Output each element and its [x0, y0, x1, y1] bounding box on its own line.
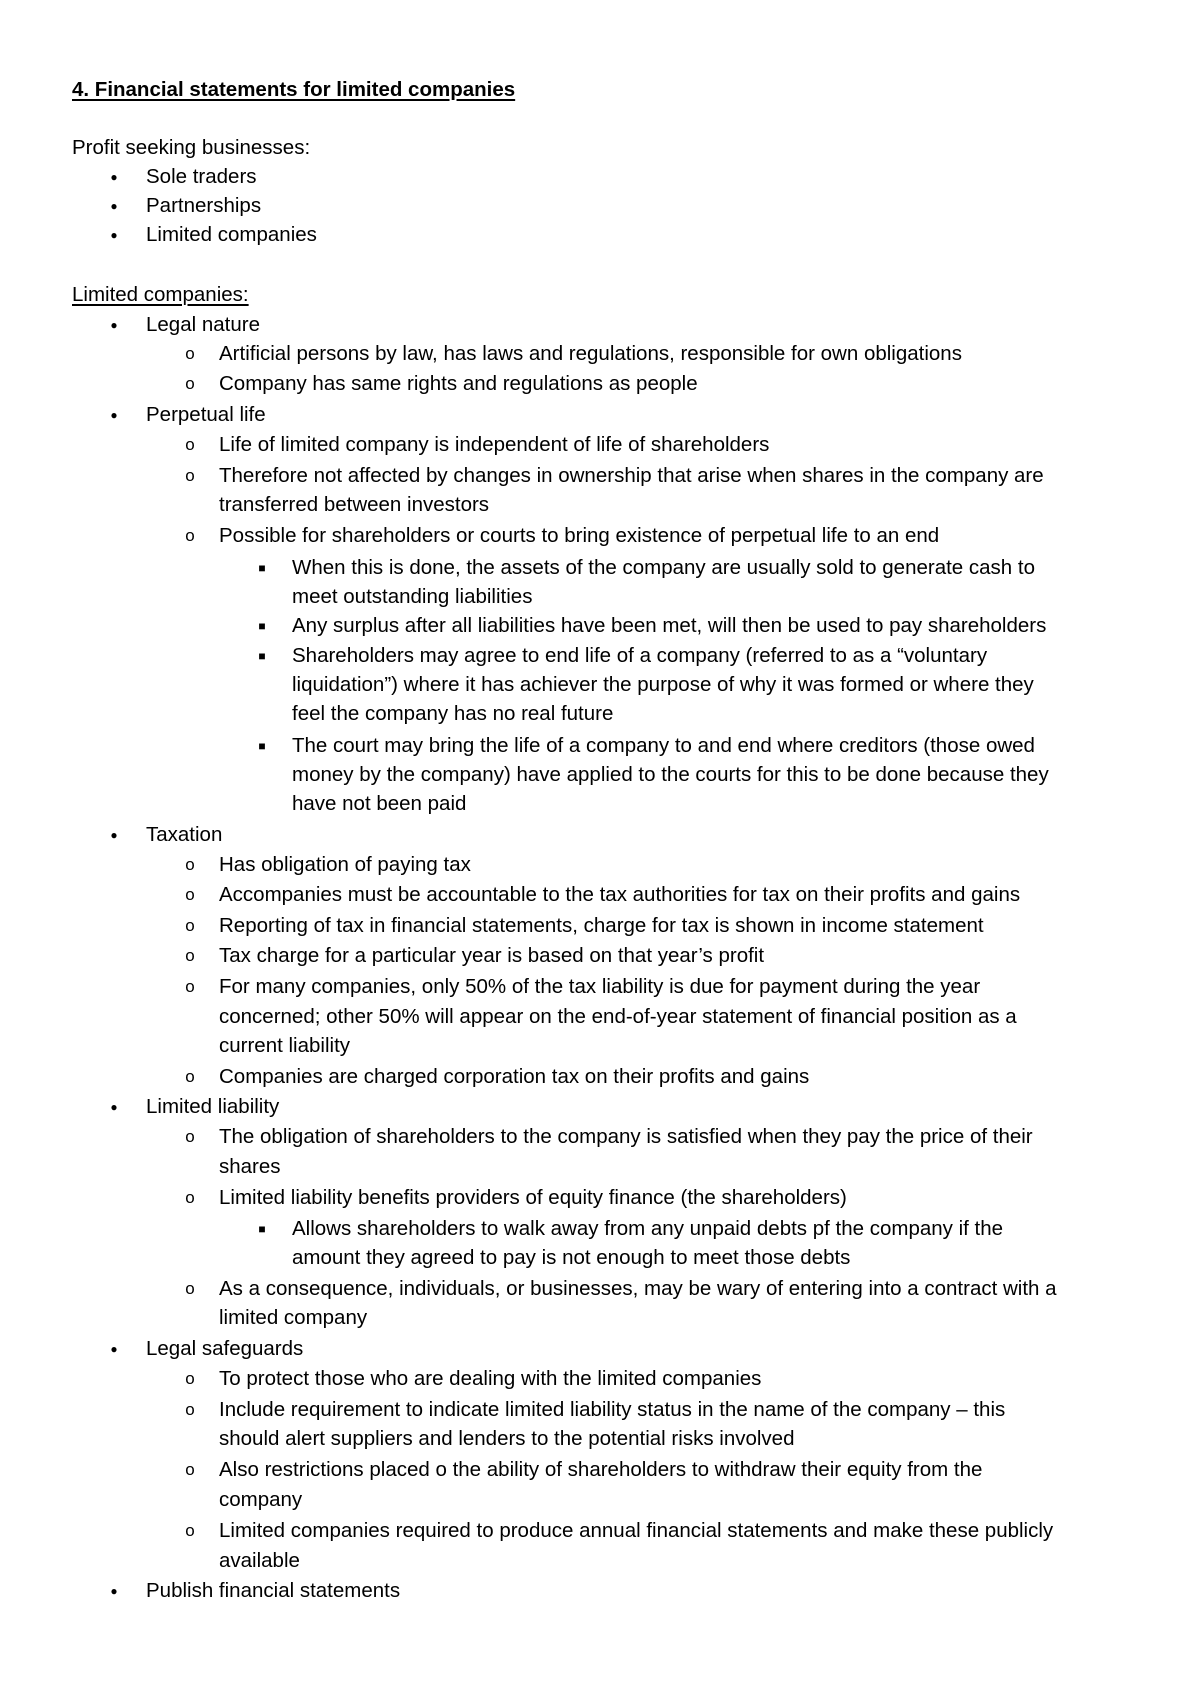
- list-item-limited-liability: Limited liability: [146, 1095, 280, 1118]
- list-item: Sole traders: [146, 165, 257, 188]
- sub-bullet-marker: o: [185, 466, 195, 485]
- page-title: 4. Financial statements for limited companies: [72, 78, 516, 101]
- bullet-marker: ●: [110, 318, 118, 332]
- sub-list-item: Therefore not affected by changes in ownership that arise when shares in the company are: [219, 464, 1044, 487]
- sub-sub-bullet-marker: ■: [258, 1222, 266, 1236]
- sub-list-item-continued: current liability: [219, 1034, 351, 1057]
- sub-bullet-marker: o: [185, 1188, 195, 1207]
- sub-list-item: Company has same rights and regulations as people: [219, 372, 698, 395]
- bullet-marker: ●: [110, 1342, 118, 1356]
- sub-list-item-continued: should alert suppliers and lenders to the potential risks involved: [219, 1427, 795, 1450]
- list-item-publish: Publish financial statements: [146, 1579, 401, 1602]
- sub-sub-list-item-continued: money by the company) have applied to the courts for this to be done because they: [292, 763, 1049, 786]
- sub-list-item: Also restrictions placed o the ability of shareholders to withdraw their equity from the: [219, 1458, 983, 1481]
- sub-sub-bullet-marker: ■: [258, 649, 266, 663]
- sub-list-item: Life of limited company is independent of life of shareholders: [219, 433, 770, 456]
- sub-sub-list-item-continued: meet outstanding liabilities: [292, 585, 533, 608]
- sub-bullet-marker: o: [185, 1460, 195, 1479]
- list-item-taxation: Taxation: [146, 823, 223, 846]
- bullet-marker: ●: [110, 1584, 118, 1598]
- sub-list-item: Limited companies required to produce annual financial statements and make these publicly: [219, 1519, 1054, 1542]
- sub-list-item: Limited liability benefits providers of equity finance (the shareholders): [219, 1186, 847, 1209]
- sub-list-item: Possible for shareholders or courts to bring existence of perpetual life to an end: [219, 524, 940, 547]
- sub-sub-list-item-continued: have not been paid: [292, 792, 467, 815]
- sub-bullet-marker: o: [185, 1400, 195, 1419]
- sub-bullet-marker: o: [185, 374, 195, 393]
- sub-list-item: Companies are charged corporation tax on their profits and gains: [219, 1065, 810, 1088]
- sub-bullet-marker: o: [185, 885, 195, 904]
- sub-sub-bullet-marker: ■: [258, 561, 266, 575]
- sub-bullet-marker: o: [185, 977, 195, 996]
- sub-list-item-continued: shares: [219, 1155, 281, 1178]
- bullet-marker: ●: [110, 408, 118, 422]
- sub-bullet-marker: o: [185, 1127, 195, 1146]
- bullet-marker: ●: [110, 199, 118, 213]
- sub-bullet-marker: o: [185, 1369, 195, 1388]
- sub-bullet-marker: o: [185, 855, 195, 874]
- sub-sub-list-item-continued: feel the company has no real future: [292, 702, 614, 725]
- sub-bullet-marker: o: [185, 344, 195, 363]
- sub-list-item: As a consequence, individuals, or businesses, may be wary of entering into a contract with a: [219, 1277, 1057, 1300]
- sub-list-item: Accompanies must be accountable to the tax authorities for tax on their profits and gains: [219, 883, 1021, 906]
- sub-bullet-marker: o: [185, 1279, 195, 1298]
- list-item: Partnerships: [146, 194, 262, 217]
- sub-list-item-continued: company: [219, 1488, 303, 1511]
- sub-bullet-marker: o: [185, 916, 195, 935]
- sub-list-item: For many companies, only 50% of the tax liability is due for payment during the year: [219, 975, 981, 998]
- sub-list-item: Reporting of tax in financial statements, charge for tax is shown in income statement: [219, 914, 984, 937]
- sub-sub-list-item: Any surplus after all liabilities have been met, will then be used to pay shareholders: [292, 614, 1047, 637]
- section-heading: Limited companies:: [72, 283, 249, 306]
- sub-bullet-marker: o: [185, 526, 195, 545]
- sub-bullet-marker: o: [185, 1521, 195, 1540]
- sub-bullet-marker: o: [185, 435, 195, 454]
- sub-sub-list-item: Shareholders may agree to end life of a company (referred to as a “voluntary: [292, 644, 988, 667]
- sub-list-item: The obligation of shareholders to the company is satisfied when they pay the price of their: [219, 1125, 1033, 1148]
- sub-sub-bullet-marker: ■: [258, 739, 266, 753]
- sub-sub-list-item-continued: amount they agreed to pay is not enough to meet those debts: [292, 1246, 851, 1269]
- sub-sub-list-item: Allows shareholders to walk away from any unpaid debts pf the company if the: [292, 1217, 1004, 1240]
- list-item-legal-safeguards: Legal safeguards: [146, 1337, 304, 1360]
- list-item-legal-nature: Legal nature: [146, 313, 260, 336]
- sub-list-item-continued: limited company: [219, 1306, 368, 1329]
- sub-sub-list-item-continued: liquidation”) where it has achiever the purpose of why it was formed or where they: [292, 673, 1034, 696]
- bullet-marker: ●: [110, 170, 118, 184]
- intro-heading: Profit seeking businesses:: [72, 136, 311, 159]
- sub-list-item: Include requirement to indicate limited liability status in the name of the company – this: [219, 1398, 1006, 1421]
- bullet-marker: ●: [110, 828, 118, 842]
- sub-sub-list-item: When this is done, the assets of the company are usually sold to generate cash to: [292, 556, 1035, 579]
- sub-list-item-continued: transferred between investors: [219, 493, 490, 516]
- bullet-marker: ●: [110, 228, 118, 242]
- sub-list-item: Has obligation of paying tax: [219, 853, 471, 876]
- list-item: Limited companies: [146, 223, 317, 246]
- sub-sub-bullet-marker: ■: [258, 619, 266, 633]
- sub-sub-list-item: The court may bring the life of a company to and end where creditors (those owed: [292, 734, 1035, 757]
- sub-list-item: To protect those who are dealing with the limited companies: [219, 1367, 762, 1390]
- sub-list-item-continued: concerned; other 50% will appear on the end-of-year statement of financial position as a: [219, 1005, 1017, 1028]
- sub-list-item-continued: available: [219, 1549, 300, 1572]
- list-item-perpetual-life: Perpetual life: [146, 403, 266, 426]
- sub-list-item: Tax charge for a particular year is based on that year’s profit: [219, 944, 765, 967]
- sub-list-item: Artificial persons by law, has laws and regulations, responsible for own obligations: [219, 342, 962, 365]
- sub-bullet-marker: o: [185, 1067, 195, 1086]
- bullet-marker: ●: [110, 1100, 118, 1114]
- sub-bullet-marker: o: [185, 946, 195, 965]
